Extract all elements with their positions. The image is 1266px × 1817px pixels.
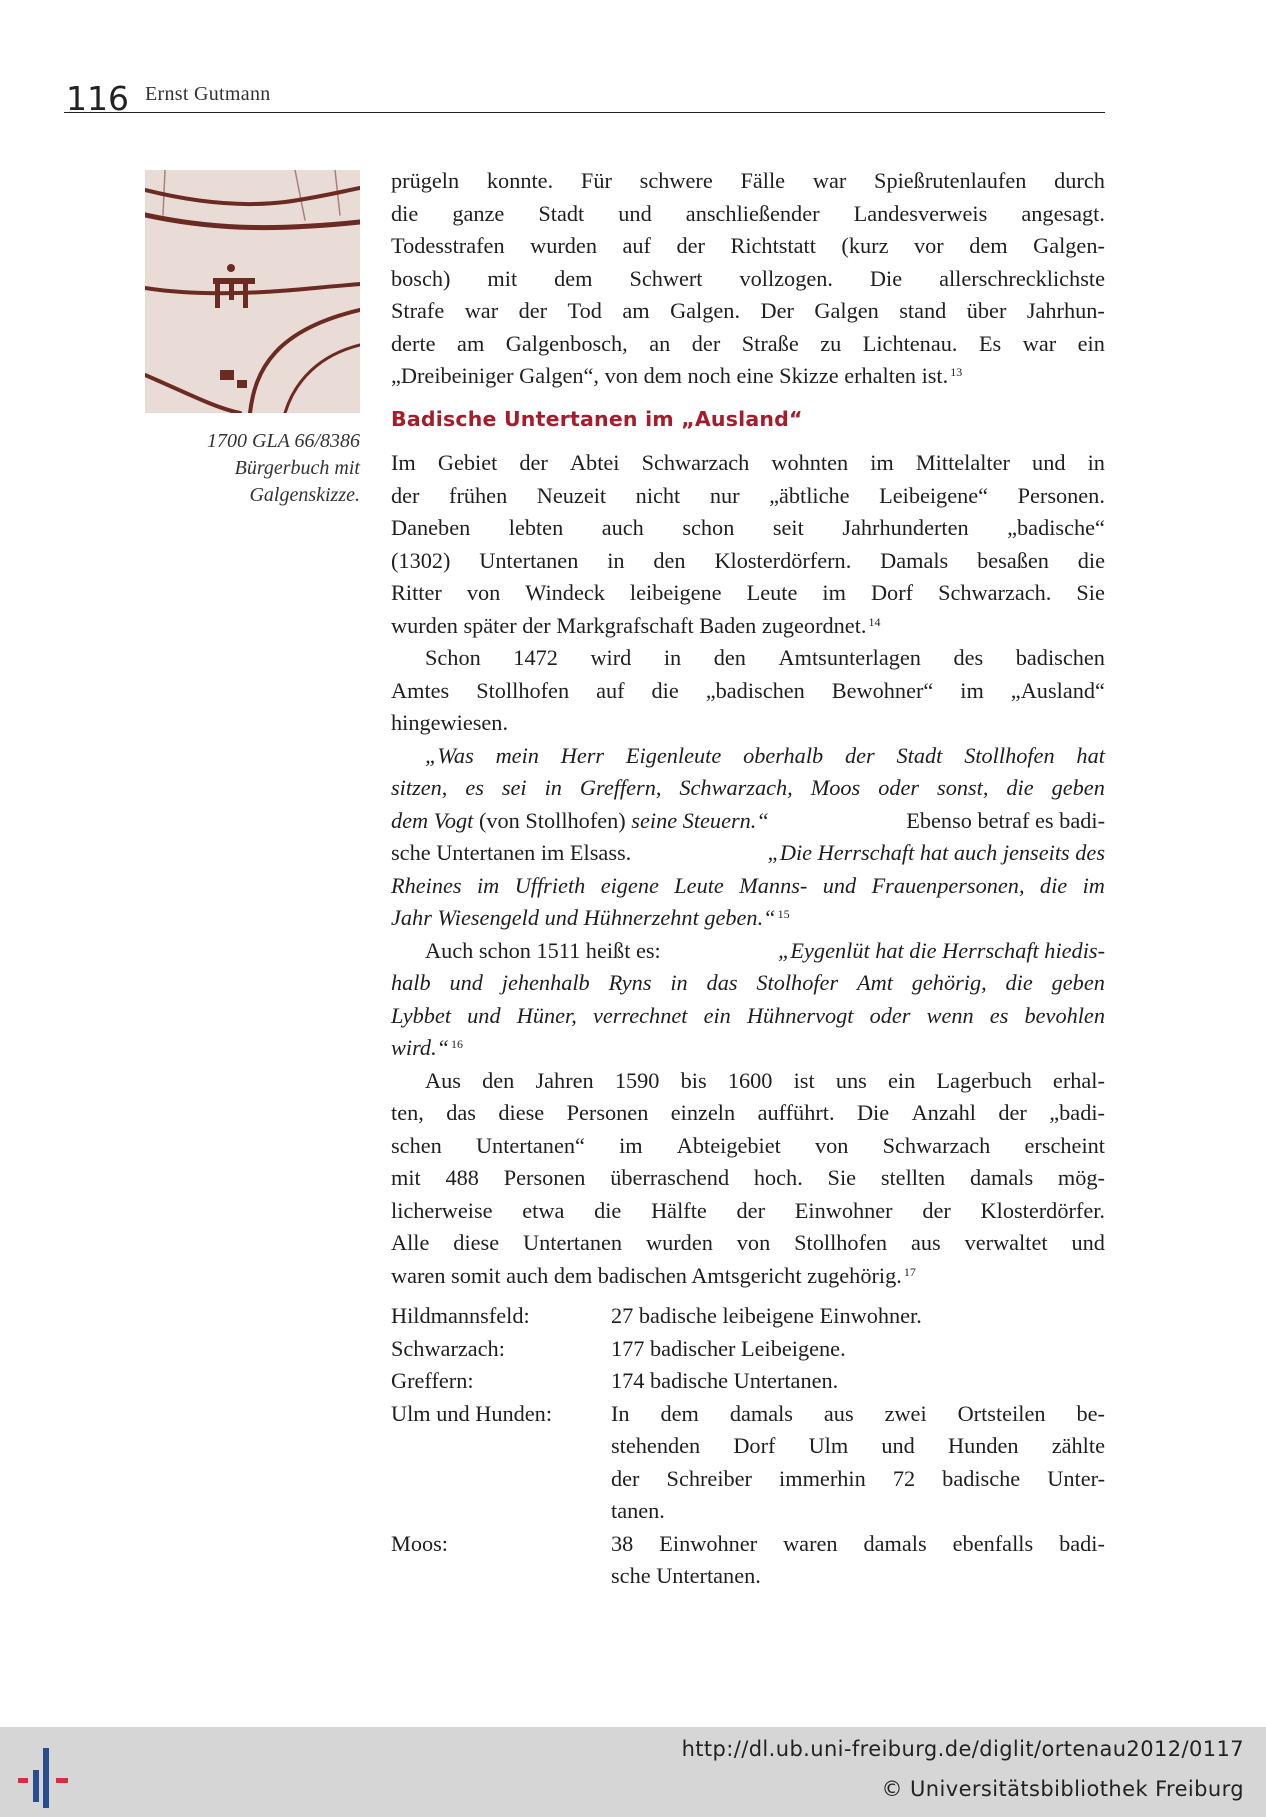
main-text xyxy=(391,165,1105,1593)
page-number: 116 xyxy=(66,79,129,118)
text-line: halb und jehenhalb Ryns in das Stolhofer Amt gehörig, die geben xyxy=(391,970,1105,995)
text-line xyxy=(391,935,1105,968)
place-name: Greffern: xyxy=(391,1368,474,1393)
text-line xyxy=(391,360,1105,393)
quote-run: Jahr Wiesengeld und Hühnerzehnt geben.“ xyxy=(391,905,776,930)
text-line: „Was mein Herr Eigenleute oberhalb der Stadt Stollhofen hat xyxy=(425,742,1105,768)
entry-line: In dem damals aus zwei Ortsteilen be- xyxy=(611,1400,1105,1426)
text-line xyxy=(391,902,1105,935)
place-entry xyxy=(391,1300,1105,1333)
text-line: Strafe war der Tod am Galgen. Der Galgen stand über Jahrhun- xyxy=(391,298,1105,323)
text-line: Schon 1472 wird in den Amtsunterlagen des badischen xyxy=(425,645,1105,670)
text-line xyxy=(391,805,1105,838)
copyright-notice: © Universitätsbibliothek Freiburg xyxy=(881,1777,1244,1801)
text-run: waren somit auch dem badischen Amtsgericht zugehörig. xyxy=(391,1262,902,1288)
caption-line: 1700 GLA 66/8386 xyxy=(207,430,360,452)
text-run: Ebenso betraf es badi- xyxy=(900,807,1105,833)
quote-run: seine Steuern.“ xyxy=(631,807,769,833)
text-line: prügeln konnte. Für schwere Fälle war Spießrutenlaufen durch xyxy=(391,168,1105,193)
footnote-ref[interactable]: 14 xyxy=(868,614,881,629)
source-url-link[interactable]: http://dl.ub.uni-freiburg.de/diglit/ortenau2012/0117 xyxy=(681,1737,1244,1761)
gallows-sketch-image xyxy=(145,170,360,413)
text-line: Lybbet und Hüner, verrechnet ein Hühnervogt oder wenn es bevohlen xyxy=(391,1002,1105,1028)
caption-line: Bürgerbuch mit xyxy=(234,457,360,479)
place-entry xyxy=(391,1333,1105,1366)
text-line: hingewiesen. xyxy=(391,710,509,735)
place-entry xyxy=(391,1528,1105,1593)
text-run: sche Untertanen im Elsass. xyxy=(391,840,637,865)
text-line: ten, das diese Personen einzeln aufführt. Die Anzahl der „badi- xyxy=(391,1100,1105,1125)
entry-line: 177 badischer Leibeigene. xyxy=(611,1335,846,1361)
text-line: schen Untertanen“ im Abteigebiet von Schwarzach erscheint xyxy=(391,1132,1105,1158)
entry-line: 27 badische leibeigene Einwohner. xyxy=(611,1303,922,1328)
footnote-ref[interactable]: 16 xyxy=(451,1037,464,1051)
text-line: Rheines im Uffrieth eigene Leute Manns- und Frauenpersonen, die im xyxy=(391,872,1105,898)
library-footer xyxy=(0,1727,1266,1817)
text-line xyxy=(391,1260,1105,1293)
text-line: bosch) mit dem Schwert vollzogen. Die allerschrecklichste xyxy=(391,265,1105,291)
text-line xyxy=(391,610,1105,643)
section-heading: Badische Untertanen im „Ausland“ xyxy=(391,406,803,431)
running-header xyxy=(64,79,1105,118)
library-logo-icon xyxy=(10,1742,80,1812)
text-run: „Dreibeiniger Galgen“, von dem noch eine Skizze erhalten ist. xyxy=(391,363,949,388)
entry-line: sche Untertanen. xyxy=(611,1563,761,1588)
entry-line: tanen. xyxy=(611,1498,665,1523)
quote-run: „Die Herrschaft hat auch jenseits des xyxy=(767,840,1105,865)
footnote-ref[interactable]: 13 xyxy=(950,365,963,379)
text-line: die ganze Stadt und anschließender Landesverweis angesagt. xyxy=(391,200,1105,226)
place-name: Moos: xyxy=(391,1530,448,1556)
quote-run: wird.“ xyxy=(391,1035,450,1060)
text-line: der frühen Neuzeit nicht nur „äbtliche Leibeigene“ Personen. xyxy=(391,482,1105,508)
text-line: Aus den Jahren 1590 bis 1600 ist uns ein Lagerbuch erhal- xyxy=(425,1067,1105,1093)
entry-line: 38 Einwohner waren damals ebenfalls badi- xyxy=(611,1530,1105,1556)
quote-run: dem Vogt xyxy=(391,807,474,833)
text-line xyxy=(391,837,1105,870)
entry-line: der Schreiber immerhin 72 badische Unter- xyxy=(611,1465,1105,1491)
text-line: mit 488 Personen überraschend hoch. Sie stellten damals mög- xyxy=(391,1165,1105,1190)
figure-caption xyxy=(110,428,360,509)
text-line: derte am Galgenbosch, an der Straße zu Lichtenau. Es war ein xyxy=(391,330,1105,356)
running-head-author: Ernst Gutmann xyxy=(145,83,271,105)
place-entry xyxy=(391,1365,1105,1398)
text-line: (1302) Untertanen in den Klosterdörfern. Damals besaßen die xyxy=(391,547,1105,573)
place-entry xyxy=(391,1398,1105,1528)
place-name: Ulm und Hunden: xyxy=(391,1400,553,1426)
text-run: (von Stollhofen) xyxy=(473,807,632,833)
text-line: Todesstrafen wurden auf der Richtstatt (kurz vor dem Galgen- xyxy=(391,233,1105,258)
quote-run: „Eygenlüt hat die Herrschaft hiedis- xyxy=(778,937,1105,963)
text-line: licherweise etwa die Hälfte der Einwohner der Klosterdörfer. xyxy=(391,1197,1105,1223)
text-line: Amtes Stollhofen auf die „badischen Bewohner“ im „Ausland“ xyxy=(391,677,1105,703)
text-line xyxy=(391,1032,1105,1065)
text-run: Auch schon 1511 heißt es: xyxy=(425,937,667,963)
text-line: Daneben lebten auch schon seit Jahrhunderten „badische“ xyxy=(391,515,1105,540)
entry-line: stehenden Dorf Ulm und Hunden zählte xyxy=(611,1433,1105,1458)
text-line: Im Gebiet der Abtei Schwarzach wohnten im Mittelalter und in xyxy=(391,450,1105,475)
caption-line: Galgenskizze. xyxy=(249,484,360,506)
place-name: Schwarzach: xyxy=(391,1335,505,1361)
footnote-ref[interactable]: 15 xyxy=(777,907,790,921)
text-run: wurden später der Markgrafschaft Baden zugeordnet. xyxy=(391,612,867,638)
text-line: Ritter von Windeck leibeigene Leute im Dorf Schwarzach. Sie xyxy=(391,580,1105,605)
footnote-ref[interactable]: 17 xyxy=(903,1264,916,1279)
place-name: Hildmannsfeld: xyxy=(391,1303,530,1328)
text-line: sitzen, es sei in Greffern, Schwarzach, Moos oder sonst, die geben xyxy=(391,775,1105,800)
text-line: Alle diese Untertanen wurden von Stollhofen aus verwaltet und xyxy=(391,1230,1105,1255)
entry-line: 174 badische Untertanen. xyxy=(611,1368,839,1393)
